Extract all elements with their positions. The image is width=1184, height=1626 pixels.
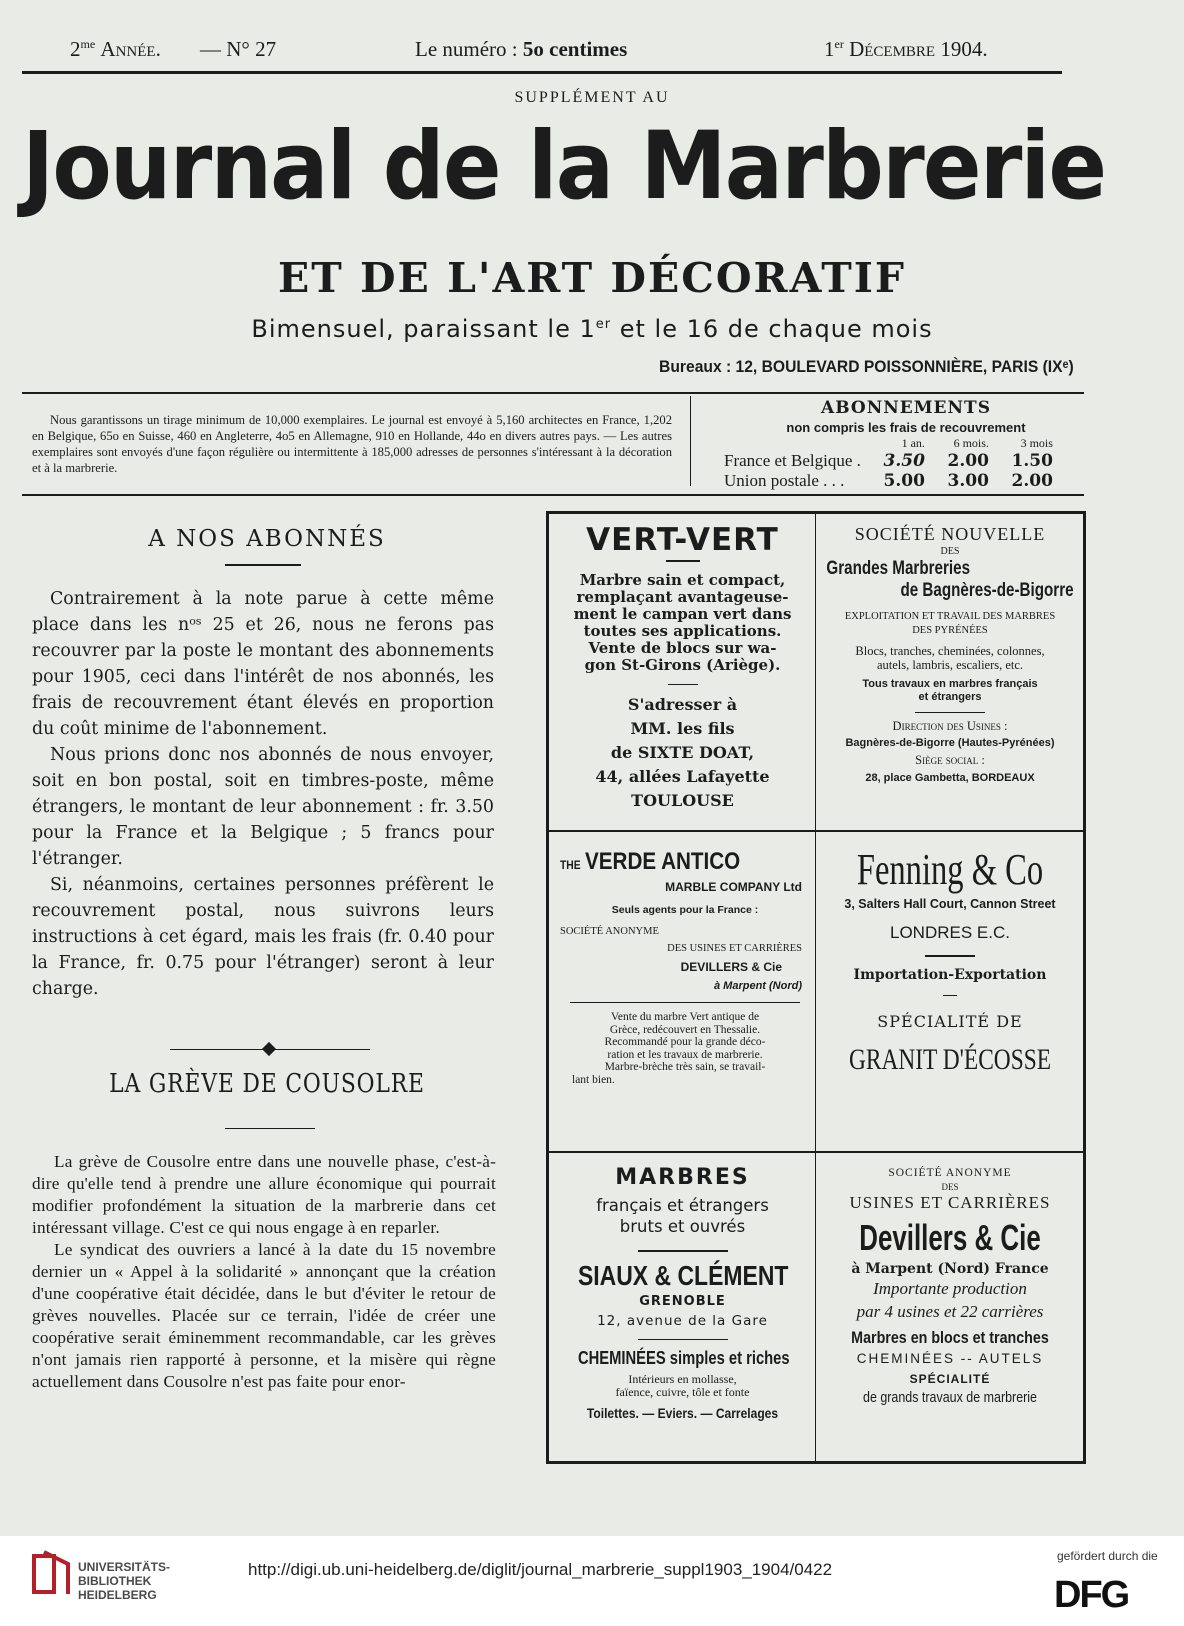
ad-devillers-name: Devillers & Cie [859,1217,1041,1258]
article-title-a-nos-abonnes: A NOS ABONNÉS [148,526,386,552]
ad-line: Recommandé pour la grande déco- [604,1036,766,1048]
ad-siaux-name: SIAUX & CLÉMENT [577,1260,789,1291]
notice-rule [22,494,1084,496]
ad-fenning [820,844,1080,1077]
bureaux-address: Bureaux : 12, BOULEVARD POISSONNIÈRE, PARIS (IXᵉ) [659,357,1074,376]
subscriptions-title: ABONNEMENTS [821,398,991,418]
ad-rule [915,712,985,713]
header-price-value: 5o centimes [522,37,628,61]
supplement-label: SUPPLÉMENT AU [514,89,670,106]
subscriptions-price: 1.50 [1011,451,1053,471]
ad-devillers-prod1: Importante production [873,1279,1027,1298]
ad-verde-antico-devillers: DEVILLERS & Cie [680,960,782,974]
masthead-title: Journal de la Marbrerie [22,112,1106,221]
ads-vertical-divider [815,514,816,1461]
ad-bagneres-direction-label: Direction des Usines : [892,719,1008,733]
ad-verde-antico-name: VERDE ANTICO [585,848,741,875]
header-date-sup: er [834,37,844,51]
ad-fenning-city: LONDRES E.C. [890,923,1010,942]
article-body-a-nos-abonnes [32,586,494,1002]
masthead-subtitle: ET DE L'ART DÉCORATIF [277,254,907,302]
ad-fenning-specialite: SPÉCIALITÉ DE [877,1012,1023,1031]
ad-fenning-name: Fenning & Co [856,845,1044,894]
subscriptions-table [720,436,1057,491]
ad-rule [943,995,957,996]
dfg-logo[interactable]: DFG [1054,1574,1129,1616]
ad-rule [638,1339,728,1340]
periodicity-sup: er [595,317,612,332]
periodicity-a: Bimensuel, paraissant le 1 [251,315,596,343]
ad-siaux-clement [555,1165,810,1421]
ad-line: MM. les fils [630,719,735,738]
ad-verde-antico-usines: DES USINES ET CARRIÈRES [667,943,802,954]
ad-line: remplaçant avantageuse- [576,588,789,606]
ad-bagneres-name2: de Bagnères-de-Bigorre [900,580,1074,601]
ads-row-divider [549,1151,1083,1153]
article-paragraph: Si, néanmoins, certaines personnes préfèrent le recouvrement postal, nous suivrons leurs instructions à cet égard, mais les frais (fr. 0.40 pour la France, fr. 0.75 pour l'étranger) seront à leur charge. [32,875,494,999]
ad-line: et étrangers [918,691,982,703]
ad-siaux-cheminees: CHEMINÉES simples et riches [577,1348,790,1368]
header-year-sup: me [80,37,96,51]
ad-rule [668,684,698,685]
ad-bagneres-name1: Grandes Marbreries [826,558,971,579]
header-date [824,37,988,62]
ad-devillers [820,1167,1080,1406]
ad-line: faïence, cuivre, tôle et fonte [615,1385,750,1399]
ad-vert-vert [555,522,810,813]
subscriptions-price: 3.50 [883,451,925,471]
ad-line: gon St-Girons (Ariège). [584,656,781,674]
article-body-greve-cousolre [32,1151,496,1393]
header-year-label: Année. [100,37,161,61]
ad-bagneres-des: DES [940,546,960,557]
subscriptions-row-label: France et Belgique . [724,451,861,470]
ads-row-divider [549,830,1083,832]
ad-line: de SIXTE DOAT, [610,743,755,762]
ad-rule [638,1250,728,1252]
ad-line: toutes ses applications. [583,622,782,640]
ornament-diamond [262,1042,276,1056]
ad-bagneres-siege: 28, place Gambetta, BORDEAUX [865,772,1035,784]
ad-bagneres-direction: Bagnères-de-Bigorre (Hautes-Pyrénées) [845,737,1055,749]
ad-line: Vente du marbre Vert antique de [610,1011,760,1023]
article-paragraph: Contrairement à la note parue à cette même place dans les nᵒˢ 25 et 26, nous ne ferons pas recouvrer par la poste le montant des abonnements pour 1905, ceci dans l'intérêt de nos abonnés, les frais de recouvrement étant élevés en proportion du coût minime de l'abonnement. [32,589,494,739]
periodicity [0,315,1184,343]
ad-bagneres-siege-label: Siège social : [915,753,985,767]
header-date-label: Décembre 1904. [849,37,988,61]
ad-vert-vert-name: VERT-VERT [586,522,779,558]
ad-line: 44, allées Lafayette [595,767,770,786]
ad-fenning-address: 3, Salters Hall Court, Cannon Street [844,897,1056,911]
ad-devillers-des: DES [941,1182,959,1192]
funded-by-label: gefördert durch die [1057,1549,1158,1563]
ad-line: EXPLOITATION ET TRAVAIL DES MARBRES [844,611,1056,622]
ad-line: Blocs, tranches, cheminées, colonnes, [855,644,1045,658]
header-year-num: 2 [70,37,81,61]
article-paragraph: Le syndicat des ouvriers a lancé à la date du 15 novembre dernier un « Appel à la solidarité » annonçant que la création d'une coopérative était décidée, dans le but d'éviter le retour de grèves nouvelles. Placée sur ce terrain, l'idée de créer une coopérative serait éminemment recommandable, car les grèves n'ont jamais rien rapporté à personne, et la misère qui règne actuellement dans Cousolre n'est pas faite pour enor- [32,1240,496,1391]
ad-verde-antico-desc [560,1011,810,1086]
ad-siaux-interiors [555,1373,810,1399]
ad-line: TOULOUSE [631,791,734,810]
periodicity-b: et le 16 de chaque mois [611,315,933,343]
ad-line: lant bien. [572,1073,615,1086]
notice-divider [690,396,691,486]
article-paragraph: Nous prions donc nos abonnés de nous envoyer, soit en bon postal, soit en timbres-poste, même étrangers, le montant de leur abonnement : fr. 3.50 pour la France et la Belgique ; 5 francs pour l'étranger. [32,745,494,869]
subscriptions-price: 2.00 [947,451,989,471]
library-name-line: BIBLIOTHEK [78,1574,152,1588]
ad-verde-antico-societe: SOCIÉTÉ ANONYME [560,926,659,937]
subscriptions-header-empty [720,436,865,451]
ad-bagneres-products [820,644,1080,672]
header-rule [22,71,1062,74]
header-price-label: Le numéro : [415,37,523,61]
subscriptions-col-6months: 6 mois. [953,436,989,450]
ad-rule [666,560,700,562]
subscriptions-row-label: Union postale . . . [724,471,845,490]
ad-line: DES PYRÉNÉES [912,625,988,636]
ad-verde-antico-the: THE [560,858,581,872]
library-name-line: HEIDELBERG [78,1588,157,1602]
ad-devillers-spec: SPÉCIALITÉ [909,1372,991,1386]
subscriptions-row-france [720,451,1057,471]
ad-verde-antico-title [560,848,775,876]
ad-siaux-bottom: Toilettes. — Eviers. — Carrelages [586,1405,779,1421]
library-name[interactable] [78,1560,170,1602]
ad-siaux-address: 12, avenue de la Gare [597,1313,768,1329]
ad-rule [925,955,975,957]
circulation-notice: Nous garantissons un tirage minimum de 10,000 exemplaires. Le journal est envoyé à 5,160 architectes en France, 1,202 en Belgique, 65o en Suisse, 460 en Angleterre, 4o5 en Allemagne, 910 en Hollande, 44o en divers autres pays. — Les autres exemplaires sont envoyés d'une façon régulière ou intermittente à 185,000 adresses de personnes s'intéressant à la décoration et à la marbrerie. [32,413,672,475]
ad-bagneres [820,524,1080,784]
ad-line: Intérieurs en mollasse, [628,1372,737,1386]
article-title-greve-cousolre: LA GRÈVE DE COUSOLRE [109,1069,425,1099]
subscriptions-price: 2.00 [1011,471,1053,491]
header-year [70,37,161,62]
library-name-line: UNIVERSITÄTS- [78,1560,171,1574]
ad-line: ment le campan vert dans [573,605,792,623]
ad-line: Marbre-brèche très sain, se travail- [604,1061,766,1073]
header-issue: — N° 27 [200,37,277,61]
ad-devillers-place: à Marpent (Nord) France [851,1261,1049,1277]
viewer-footer [0,1536,1184,1626]
subscriptions-header-row [720,436,1057,451]
ad-verde-antico [560,848,810,1086]
ad-siaux-city: GRENOBLE [639,1294,726,1309]
ad-vert-vert-contact [555,693,810,813]
ad-line: Marbre sain et compact, [579,571,786,589]
ad-line: Vente de blocs sur wa- [588,639,777,657]
ad-line: Grèce, redécouvert en Thessalie. [609,1023,761,1036]
ad-fenning-trade: Importation-Exportation [853,967,1047,983]
masthead-rule [22,392,1084,394]
ad-bagneres-works [820,678,1080,704]
header-price [415,37,627,62]
ad-devillers-usines: USINES ET CARRIÈRES [849,1193,1051,1212]
ad-bagneres-activity [820,610,1080,638]
article-paragraph: La grève de Cousolre entre dans une nouvelle phase, c'est-à-dire qu'elle tend à prendre une allure économique qui pourrait modifier profondément la situation de la marbrerie dans cet intéressant village. C'est ce qui nous engage à en reparler. [32,1152,496,1237]
ad-line: S'adresser à [627,695,738,714]
subscriptions-price: 5.00 [883,471,925,491]
ad-line: autels, lambris, escaliers, etc. [876,658,1024,672]
ad-siaux-line1: français et étrangers [596,1196,769,1215]
library-logo-icon [32,1550,72,1600]
ad-devillers-chem: CHEMINÉES -- AUTELS [856,1351,1044,1366]
subscriptions-row-union [720,471,1057,491]
ad-line: Tous travaux en marbres français [862,678,1038,690]
ad-vert-vert-desc [555,572,810,674]
ad-line: ration et les travaux de marbrerie. [607,1048,763,1061]
permalink-url[interactable]: http://digi.ub.uni-heidelberg.de/diglit/journal_marbrerie_suppl1903_1904/0422 [248,1560,833,1579]
ad-verde-antico-company: MARBLE COMPANY Ltd [665,880,802,894]
ad-devillers-prod2: par 4 usines et 22 carrières [856,1302,1044,1321]
title-rule [225,564,301,566]
ad-bagneres-top: SOCIÉTÉ NOUVELLE [854,524,1046,544]
ad-rule [570,1002,800,1003]
title-rule [225,1128,315,1129]
ad-siaux-marbres: MARBRES [615,1165,750,1190]
subscriptions-price: 3.00 [947,471,989,491]
ad-verde-antico-place: à Marpent (Nord) [714,980,802,992]
subscriptions-col-3months: 3 mois [1020,436,1053,450]
ad-verde-antico-agents: Seuls agents pour la France : [611,904,759,916]
ad-siaux-line2: bruts et ouvrés [619,1217,746,1236]
subscriptions-col-year: 1 an. [901,436,925,450]
subscriptions-subtitle: non compris les frais de recouvrement [786,420,1026,435]
ad-devillers-travaux: de grands travaux de marbrerie [863,1390,1037,1406]
header-date-num: 1 [824,37,835,61]
ad-devillers-marbres: Marbres en blocs et tranches [851,1328,1049,1347]
ad-fenning-granit: GRANIT D'ÉCOSSE [848,1043,1052,1076]
ad-devillers-societe: SOCIÉTÉ ANONYME [888,1167,1012,1179]
